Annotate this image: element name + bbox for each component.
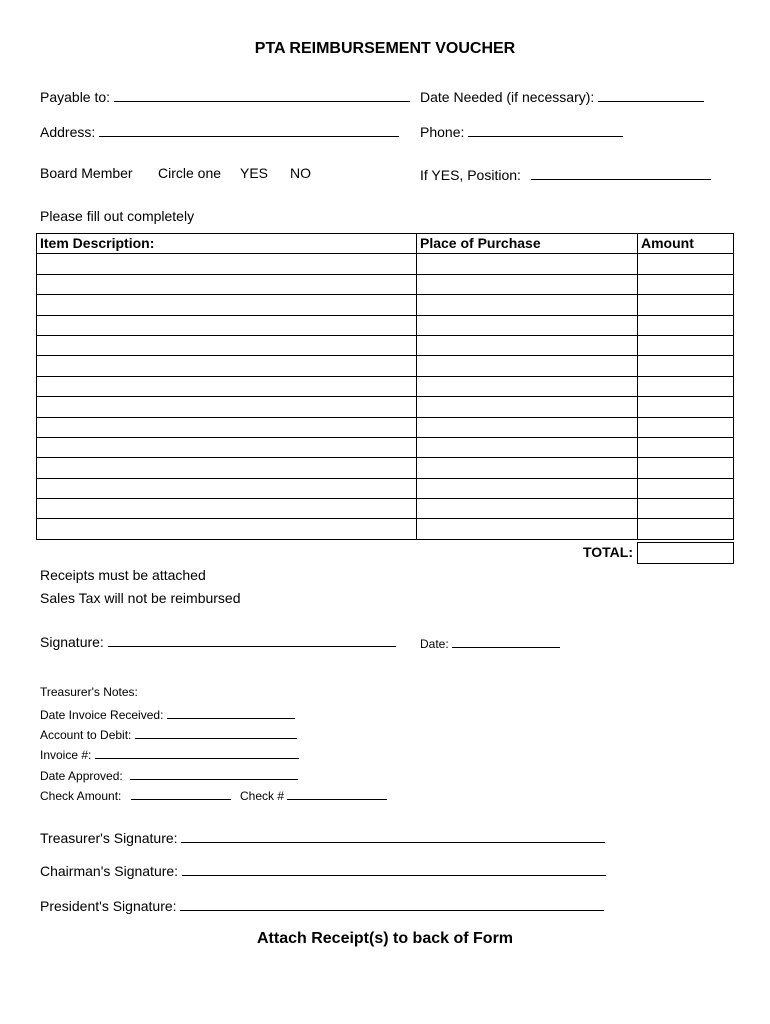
signature-field[interactable] xyxy=(108,632,396,647)
chairman-signature-field[interactable] xyxy=(182,861,606,876)
items-table xyxy=(36,233,734,540)
table-row xyxy=(37,376,734,396)
amount-cell[interactable] xyxy=(638,458,734,478)
amount-cell[interactable] xyxy=(638,437,734,457)
chairman-signature-label: Chairman's Signature: xyxy=(40,863,179,879)
check-number-row xyxy=(240,787,387,803)
header-place-of-purchase: Place of Purchase xyxy=(417,234,638,254)
check-number-field[interactable] xyxy=(287,787,387,800)
amount-cell[interactable] xyxy=(638,376,734,396)
header-item-description: Item Description: xyxy=(37,234,417,254)
amount-cell[interactable] xyxy=(638,315,734,335)
date-approved-field[interactable] xyxy=(130,767,298,780)
signature-date-field[interactable] xyxy=(452,635,560,648)
treasurer-notes-heading: Treasurer's Notes: xyxy=(40,685,138,699)
account-debit-field[interactable] xyxy=(135,726,297,739)
sales-tax-note: Sales Tax will not be reimbursed xyxy=(40,590,241,606)
item-description-cell[interactable] xyxy=(37,254,417,274)
date-approved-label: Date Approved: xyxy=(40,769,123,783)
table-row xyxy=(37,397,734,417)
instruction-text: Please fill out completely xyxy=(40,208,195,224)
place-of-purchase-cell[interactable] xyxy=(417,315,638,335)
position-field[interactable] xyxy=(531,165,711,180)
table-row xyxy=(37,437,734,457)
place-of-purchase-cell[interactable] xyxy=(417,335,638,355)
table-row xyxy=(37,295,734,315)
date-invoice-field[interactable] xyxy=(167,706,295,719)
amount-cell[interactable] xyxy=(638,356,734,376)
table-row xyxy=(37,458,734,478)
item-description-cell[interactable] xyxy=(37,458,417,478)
payable-to-label: Payable to: xyxy=(40,89,111,105)
date-needed-field[interactable] xyxy=(598,87,704,102)
place-of-purchase-cell[interactable] xyxy=(417,519,638,539)
amount-cell[interactable] xyxy=(638,295,734,315)
table-header-row xyxy=(37,234,734,254)
account-debit-label: Account to Debit: xyxy=(40,728,132,742)
president-signature-row xyxy=(40,896,604,914)
amount-cell[interactable] xyxy=(638,335,734,355)
signature-date-row xyxy=(420,635,560,651)
form-title: PTA REIMBURSEMENT VOUCHER xyxy=(254,40,516,57)
position-row xyxy=(420,165,711,183)
treasurer-signature-field[interactable] xyxy=(181,828,605,843)
address-field[interactable] xyxy=(99,122,399,137)
president-signature-field[interactable] xyxy=(180,896,604,911)
amount-cell[interactable] xyxy=(638,397,734,417)
yes-option[interactable]: YES xyxy=(240,165,269,181)
table-row xyxy=(37,254,734,274)
phone-row xyxy=(420,122,623,140)
table-row xyxy=(37,478,734,498)
place-of-purchase-cell[interactable] xyxy=(417,417,638,437)
check-amount-row xyxy=(40,787,231,803)
place-of-purchase-cell[interactable] xyxy=(417,458,638,478)
place-of-purchase-cell[interactable] xyxy=(417,274,638,294)
place-of-purchase-cell[interactable] xyxy=(417,295,638,315)
item-description-cell[interactable] xyxy=(37,437,417,457)
phone-label: Phone: xyxy=(420,124,465,140)
position-label: If YES, Position: xyxy=(420,167,521,183)
place-of-purchase-cell[interactable] xyxy=(417,437,638,457)
phone-field[interactable] xyxy=(468,122,623,137)
item-description-cell[interactable] xyxy=(37,417,417,437)
check-amount-label: Check Amount: xyxy=(40,789,122,803)
table-row xyxy=(37,274,734,294)
date-needed-label: Date Needed (if necessary): xyxy=(420,89,595,105)
amount-cell[interactable] xyxy=(638,499,734,519)
payable-to-field[interactable] xyxy=(114,87,410,102)
payable-to-row xyxy=(40,87,410,105)
account-debit-row xyxy=(40,726,297,742)
receipts-note: Receipts must be attached xyxy=(40,567,206,583)
amount-cell[interactable] xyxy=(638,254,734,274)
date-approved-row xyxy=(40,767,298,783)
item-description-cell[interactable] xyxy=(37,376,417,396)
amount-cell[interactable] xyxy=(638,417,734,437)
date-needed-row xyxy=(420,87,704,105)
item-description-cell[interactable] xyxy=(37,356,417,376)
invoice-number-field[interactable] xyxy=(95,746,299,759)
place-of-purchase-cell[interactable] xyxy=(417,499,638,519)
signature-date-label: Date: xyxy=(420,637,449,651)
table-row xyxy=(37,499,734,519)
item-description-cell[interactable] xyxy=(37,274,417,294)
total-label: TOTAL: xyxy=(582,544,633,560)
place-of-purchase-cell[interactable] xyxy=(417,356,638,376)
treasurer-signature-row xyxy=(40,828,605,846)
amount-cell[interactable] xyxy=(638,274,734,294)
place-of-purchase-cell[interactable] xyxy=(417,478,638,498)
president-signature-label: President's Signature: xyxy=(40,898,177,914)
item-description-cell[interactable] xyxy=(37,397,417,417)
item-description-cell[interactable] xyxy=(37,295,417,315)
item-description-cell[interactable] xyxy=(37,478,417,498)
amount-cell[interactable] xyxy=(638,478,734,498)
amount-cell[interactable] xyxy=(638,519,734,539)
table-row xyxy=(37,519,734,539)
address-row xyxy=(40,122,399,140)
place-of-purchase-cell[interactable] xyxy=(417,376,638,396)
date-invoice-row xyxy=(40,706,295,722)
no-option[interactable]: NO xyxy=(290,165,311,181)
place-of-purchase-cell[interactable] xyxy=(417,254,638,274)
signature-label: Signature: xyxy=(40,634,104,650)
footer-instruction: Attach Receipt(s) to back of Form xyxy=(256,930,514,947)
check-amount-field[interactable] xyxy=(131,787,231,800)
check-number-label: Check # xyxy=(240,789,285,803)
date-invoice-label: Date Invoice Received: xyxy=(40,708,164,722)
chairman-signature-row xyxy=(40,861,606,879)
invoice-number-row xyxy=(40,746,299,762)
header-amount: Amount xyxy=(638,234,734,254)
table-row xyxy=(37,417,734,437)
item-description-cell[interactable] xyxy=(37,519,417,539)
table-row xyxy=(37,356,734,376)
signature-row xyxy=(40,632,396,650)
item-description-cell[interactable] xyxy=(37,315,417,335)
table-row xyxy=(37,315,734,335)
total-field[interactable] xyxy=(637,542,734,564)
invoice-number-label: Invoice #: xyxy=(40,748,92,762)
circle-one-label: Circle one xyxy=(158,165,222,181)
item-description-cell[interactable] xyxy=(37,335,417,355)
board-member-label: Board Member xyxy=(40,165,133,181)
place-of-purchase-cell[interactable] xyxy=(417,397,638,417)
table-row xyxy=(37,335,734,355)
treasurer-signature-label: Treasurer's Signature: xyxy=(40,830,178,846)
address-label: Address: xyxy=(40,124,96,140)
item-description-cell[interactable] xyxy=(37,499,417,519)
